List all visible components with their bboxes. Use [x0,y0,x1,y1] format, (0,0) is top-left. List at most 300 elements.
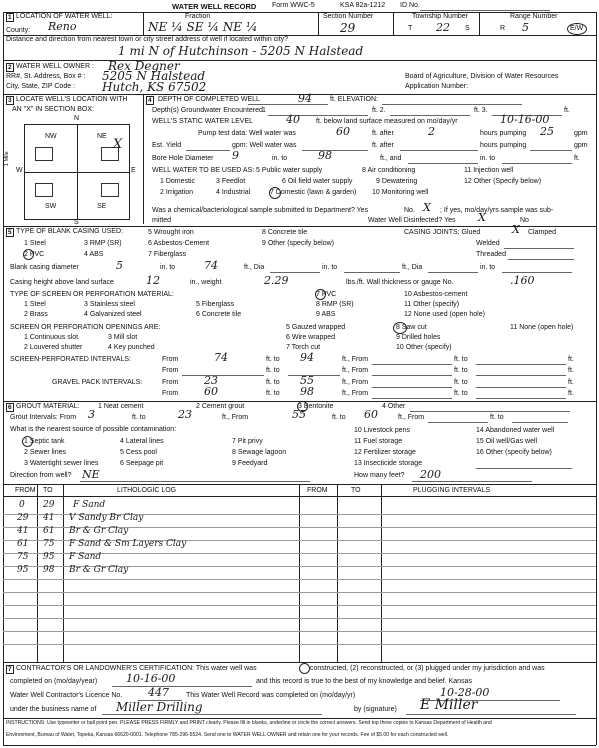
use-12[interactable]: 12 Other (Specify below) [464,178,542,185]
casing-2[interactable]: 2 PVC [24,251,45,258]
range-r: R [500,25,506,32]
grout-ft-from: ft., From [222,414,249,421]
divider [3,60,596,61]
use-8[interactable]: 8 Air conditioning [362,167,416,174]
grout-to2-value: 60 [364,408,378,421]
grout-from-value: 3 [88,408,95,421]
section-number-value: 29 [340,21,356,35]
gravel2-ft-from: ft., From [342,390,369,397]
blank-to-value: 74 [204,259,218,272]
use-11[interactable]: 11 Injection well [464,167,514,174]
disinfected-no: No [520,217,529,224]
divider [3,605,596,606]
contam-4[interactable]: 4 Lateral lines [120,438,164,445]
divider [428,272,478,273]
divider [143,12,144,35]
gravel2-to-label: ft. to [266,390,280,397]
location-label: LOCATION OF WATER WELL: [16,13,113,20]
divider [63,484,64,662]
elevation-label: ft. ELEVATION: [330,96,378,103]
divider [3,662,596,663]
signature-value: E Miller [420,697,478,713]
divider [302,150,368,151]
section-box-label: LOCATE WELL'S LOCATION WITH [16,96,128,103]
fraction-value: NE ¼ SE ¼ NE ¼ [148,20,258,34]
grout-intervals-label: Grout Intervals: From [10,414,77,421]
ksa-ref: KSA 82a-1212 [340,2,386,9]
log-header-lithologic: LITHOLOGIC LOG [117,487,177,494]
contam-9[interactable]: 9 Feedyard [232,460,268,467]
id-no-line [420,10,550,11]
instructions-line-1: INSTRUCTIONS: Use typewriter or ball point pen. PLEASE PRESS FIRMLY and PRINT clearly. Please fill in blanks, underline or circle the correct answers. Send top three copies to Kansas Department of Health and [6,720,492,726]
casing-5[interactable]: 5 Wrought iron [148,229,194,236]
divider [512,422,568,423]
divider [288,375,340,376]
opening-3[interactable]: 3 Mill slot [108,334,138,341]
perf-ft-to: ft. to [454,356,468,363]
clamped-label[interactable]: Clamped [528,229,557,236]
divider [393,12,394,35]
gravel-to-label: ft. to [266,379,280,386]
divider [372,375,452,376]
opening-5[interactable]: 5 Gauzed wrapped [286,324,346,331]
divider [476,468,572,469]
perf-to-label: ft. to [266,356,280,363]
opening-1[interactable]: 1 Continuous slot [24,334,79,341]
nw-quarter-box [35,147,53,161]
openings-label: SCREEN OR PERFORATION OPENINGS ARE: [10,324,161,331]
rr-value: 5205 N Halstead [102,69,206,83]
disinfected-label: Water Well Disinfected? Yes [368,217,456,224]
city-label: City, State, ZIP Code : [6,83,75,90]
township-label: Township Number [412,13,469,20]
grout-ft-to2: ft. to [332,414,346,421]
contam-8[interactable]: 8 Sewage lagoon [232,449,287,456]
depth-value: 94 [298,92,312,105]
section-box[interactable] [24,124,130,220]
static-date: 10-16-00 [500,113,550,126]
blank-diameter-value: 5 [116,259,123,272]
divider [382,104,522,105]
city-value: Hutch, KS 67502 [102,80,207,94]
direction-value: NE [82,468,100,481]
use-1[interactable]: 1 Domestic [160,178,196,185]
section-box-label-2: AN "X" IN SECTION BOX: [12,106,94,113]
township-t: T [408,25,413,32]
divider [410,411,570,412]
location-mark: X [113,137,123,152]
perf-ft-from: ft., From [342,356,369,363]
north-label: N [74,115,80,122]
section-box-hline [25,172,129,173]
casing-8[interactable]: 8 Concrete tile [262,229,308,236]
joints-label: CASING JOINTS: Glued [404,229,481,236]
divider [3,579,596,580]
divider [408,163,478,164]
divider [143,94,144,224]
perf-from-value: 74 [214,351,228,364]
certification-line-1b: constructed, (2) reconstructed, or (3) plugged under my jurisdiction and was [310,665,545,672]
divider [102,714,322,715]
section-2-number: 2 [8,64,12,71]
section-7-number: 7 [8,666,12,673]
gravel-ft: ft. [568,379,574,386]
contam-3[interactable]: 3 Watertight sewer lines [24,460,99,467]
distance-value: 1 mi N of Hutchinson - 5205 N Halstead [118,44,364,58]
perf-intervals-label: SCREEN-PERFORATED INTERVALS: [10,356,131,363]
opening-7[interactable]: 7 Torch cut [286,344,321,351]
certification-line-1: CONTRACTOR'S OR LANDOWNER'S CERTIFICATION: This water well was [16,665,257,672]
range-value: 5 [522,21,529,34]
divider [3,592,596,593]
divider [37,484,38,662]
form-title: WATER WELL RECORD [172,2,257,11]
opening-9[interactable]: 9 Drilled holes [396,334,441,341]
mitted: mitted [152,217,172,224]
rr-label: RR#, St. Address, Box # : [6,73,86,80]
casing-3[interactable]: 3 RMP (SR) [84,240,122,247]
log-header-to-2: TO [351,487,361,494]
blank-diameter-label: Blank casing diameter [10,264,79,271]
log-row-from: 95 [17,565,29,575]
log-header-from-2: FROM [307,487,328,494]
log-header-to: TO [43,487,53,494]
contam-1-circle [22,436,33,447]
gauge-value: .160 [510,274,535,287]
use-10[interactable]: 10 Monitoring well [372,189,429,196]
in-to-2: in. to [480,155,496,162]
above-surface-value: 12 [146,274,160,287]
pump-hours: 2 [428,125,435,138]
log-row-to: 41 [43,513,55,523]
log-header-plugging: PLUGGING INTERVALS [413,487,491,494]
range-label: Range Number [510,13,558,20]
range-ew: E/W [570,25,584,32]
ne-label: NE [97,133,107,140]
grout-4[interactable]: 4 Other [382,403,406,410]
frame-bottom [3,745,596,746]
gravel1-to-value: 55 [300,374,314,387]
gravel2-from-value: 60 [204,385,218,398]
threaded-label[interactable]: Threaded [476,251,506,258]
log-row-desc: Br & Gr Clay [69,565,129,575]
gravel-ft-to: ft. to [454,379,468,386]
board-text: Board of Agriculture, Division of Water Resources [405,73,559,80]
direction-label: Direction from well? [10,472,72,479]
gravel-ft-from: ft., From [342,379,369,386]
contam-2[interactable]: 2 Sewer lines [24,449,67,456]
grout-ft-to: ft. to [132,414,146,421]
divider [476,375,566,376]
license-label: Water Well Contractor's Licence No. [10,692,123,699]
bore-value: 9 [232,149,239,162]
chem-label: Was a chemical/bacteriological sample submitted to Department? Yes [152,207,369,214]
section-3-number: 3 [8,97,12,104]
completed-label: completed on (mo/day/year) [10,678,98,685]
divider [182,375,264,376]
static-mid: ft. below land surface measured on mo/day/yr [316,118,458,125]
hours-pumping: hours pumping [480,130,527,137]
divider [112,686,252,687]
divider [344,272,400,273]
above-surface-label: Casing height above land surface [10,279,114,286]
blank-in-to: in. to [160,264,176,271]
log-row-from: 0 [19,500,25,510]
use-label: WELL WATER TO BE USED AS: [152,167,255,174]
grout-to-value: 23 [178,408,192,421]
gravel2-ft: ft. [568,390,574,397]
use-9[interactable]: 9 Dewatering [376,178,418,185]
sw-label: SW [45,203,57,210]
divider [318,12,319,35]
log-row-to: 75 [43,539,55,549]
business-label: under the business name of [10,706,97,713]
contam-12[interactable]: 12 Fertilizer storage [354,449,416,456]
opening-8-circle [393,322,407,334]
casing-9[interactable]: 9 Other (specify below) [262,240,334,247]
casing-1[interactable]: 1 Steel [24,240,46,247]
casing-2-circle [23,249,34,260]
perf-ft: ft. [568,356,574,363]
disinfected-mark: X [478,211,486,224]
use-5[interactable]: 5 Public water supply [256,167,323,174]
constructed-circle [299,663,310,674]
log-row-to: 61 [43,526,55,536]
use-3[interactable]: 3 Feedlot [216,178,246,185]
gravel2-from-label: From [162,390,179,397]
opening-2[interactable]: 2 Louvered shutter [24,344,83,351]
lbs-ft-label: lbs./ft. Wall thickness or gauge No. [346,279,454,286]
log-row-from: 61 [17,539,29,549]
perf2-ft: ft. [568,367,574,374]
bore-label: Bore Hole Diameter [152,155,214,162]
pump-value: 60 [336,125,350,138]
screen-1[interactable]: 1 Steel [24,301,46,308]
contam-14[interactable]: 14 Abandoned water well [476,427,555,434]
opening-11[interactable]: 11 None (open hole) [510,324,574,331]
log-row-from: 41 [17,526,29,536]
opening-6[interactable]: 6 Wire wrapped [286,334,336,341]
sw-quarter-box [35,183,53,197]
screen-5[interactable]: 5 Fiberglass [196,301,235,308]
divider [3,644,596,645]
screen-7[interactable]: 7 PVC [316,291,337,298]
divider [372,387,452,388]
contam-10[interactable]: 10 Livestock pens [354,427,411,434]
use-6[interactable]: 6 Oil field water supply [282,178,353,185]
opening-8[interactable]: 8 Saw cut [396,324,427,331]
gravel-label: GRAVEL PACK INTERVALS: [52,379,143,386]
bore-to: 98 [318,149,332,162]
divider [476,398,566,399]
opening-4[interactable]: 4 Key punched [108,344,155,351]
screen-6[interactable]: 6 Concrete tile [196,311,242,318]
screen-2[interactable]: 2 Brass [24,311,48,318]
divider [299,484,300,662]
contam-11[interactable]: 11 Fuel storage [354,438,403,445]
perf-from-label: From [162,356,179,363]
se-label: SE [97,203,107,210]
divider [508,259,574,260]
pump-gpm: 25 [540,125,554,138]
blank-in-to-2: in. to [322,264,338,271]
divider [186,150,230,151]
screen-9[interactable]: 9 ABS [316,311,336,318]
perf2-ft-from: ft., From [342,367,369,374]
groundwater-label: Depth(s) Groundwater Encountered [152,107,263,114]
form-number: Form WWC-5 [272,2,315,9]
log-row-to: 95 [43,552,55,562]
township-value: 22 [436,21,450,34]
section-6-number: 6 [8,404,12,411]
contam-7[interactable]: 7 Pit privy [232,438,263,445]
divider [428,422,488,423]
record-date-value: 10-28-00 [440,686,490,699]
log-row-desc: V Sandy Br Clay [69,513,144,523]
grout-from2-value: 55 [292,408,306,421]
use-2[interactable]: 2 Irrigation [160,189,194,196]
section-number-label: Section Number [323,13,374,20]
chem-no: No. [404,207,415,214]
divider [270,272,320,273]
log-row-to: 29 [43,500,55,510]
divider [504,248,574,249]
divider [502,272,572,273]
contam-15[interactable]: 15 Oil well/Gas well [476,438,538,445]
county-label: County: [6,27,31,34]
contam-13[interactable]: 13 Insecticide storage [354,460,423,467]
divider [502,163,572,164]
grout-3[interactable]: 3 Bentonite [298,403,334,410]
certification-line-2b: and this record is true to the best of my knowledge and belief. Kansas [256,678,472,685]
divider [80,481,310,482]
static-level-value: 40 [286,113,300,126]
divider [3,631,596,632]
in-to: in. to [272,155,288,162]
how-many-feet-label: How many feet? [354,472,405,479]
signature-label: by (signature) [354,706,397,713]
use-7-circle [269,187,281,199]
contam-5[interactable]: 5 Cess pool [120,449,157,456]
gpm-label: gpm [574,130,588,137]
owner-label: WATER WELL OWNER : [16,63,94,70]
screen-11[interactable]: 11 Other (specify) [404,301,460,308]
section-4-number: 4 [148,97,152,104]
divider [412,481,532,482]
grout-2[interactable]: 2 Cement grout [196,403,245,410]
divider [248,104,328,105]
est-yield-label: Est. Yield [152,142,182,149]
perf2-from-label: From [162,367,179,374]
divider [3,618,596,619]
contam-1[interactable]: 1 Septic tank [24,438,65,445]
log-row-desc: F Sand & Sm Layers Clay [69,539,187,549]
use-4[interactable]: 4 Industrial [216,189,251,196]
ft-after-2: ft. after [372,142,394,149]
contam-16[interactable]: 16 Other (specify below) [476,449,552,456]
perf2-ft-to: ft. to [454,367,468,374]
divider [479,12,480,35]
township-s: S [465,25,470,32]
grout-1[interactable]: 1 Neat cement [98,403,144,410]
section-1-number: 1 [8,14,12,21]
casing-6[interactable]: 6 Asbestos-Cement [148,240,210,247]
screen-3[interactable]: 3 Stainless steel [84,301,135,308]
mile-label: 1 Mile [4,151,10,166]
divider [476,387,566,388]
gw-2: ft. 2. [372,107,386,114]
screen-10[interactable]: 10 Asbestos-cement [404,291,468,298]
gpm-well-label: gpm: Well water was [232,142,297,149]
gpm-label-2: gpm [574,142,588,149]
business-value: Miller Drilling [116,700,203,714]
divider [372,398,452,399]
divider [3,226,596,227]
divider [530,150,572,151]
casing-label: TYPE OF BLANK CASING USED: [16,228,123,235]
gw-1: 1 [262,107,266,114]
nw-label: NW [45,133,57,140]
log-row-desc: Br & Gr Clay [69,526,129,536]
instructions-line-2: Environment, Bureau of Water, Topeka, Kansas 66620-0001. Telephone 785-296-5524. Send one to WATER WELL OWNER and retain one for your records. Fee of $5.00 for each constructed well. [6,732,449,738]
license-value: 447 [148,686,169,699]
fraction-label: Fraction [185,13,211,20]
screen-4[interactable]: 4 Galvanized steel [84,311,142,318]
grout-ft-to3: ft. to [490,414,504,421]
gravel-from-label: From [162,379,179,386]
depth-label: DEPTH OF COMPLETED WELL [158,96,260,103]
contamination-label: What is the nearest source of possible contamination: [10,426,177,433]
divider [372,364,452,365]
casing-7[interactable]: 7 Fiberglass [148,251,187,258]
divider [406,714,576,715]
casing-4[interactable]: 4 ABS [84,251,104,258]
screen-7-circle [315,289,326,300]
gravel2-ft-to: ft. to [454,390,468,397]
section-5-number: 5 [8,229,12,236]
ft-end: ft. [574,155,580,162]
east-label: E [131,167,136,174]
divider [390,115,470,116]
divider [268,115,368,116]
welded-label[interactable]: Welded [476,240,500,247]
weight-value: 2.29 [264,274,289,287]
chem-tail: ; If yes, mo/day/yrs sample was sub- [440,207,554,214]
in-weight: in., weight [190,279,222,286]
use-7[interactable]: 7 Domestic (lawn & garden) [270,189,357,196]
log-row-from: 75 [17,552,29,562]
log-row-desc: F Sand [69,552,102,562]
frame-right [596,12,597,745]
perf-to-value: 94 [300,351,314,364]
se-quarter-box [101,183,119,197]
perf2-to-label: ft. to [266,367,280,374]
screen-8[interactable]: 8 RMP (SR) [316,301,354,308]
opening-10[interactable]: 10 Other (specify) [396,344,452,351]
divider [400,150,478,151]
contam-6[interactable]: 6 Seepage pit [120,460,164,467]
blank-in-to-3: in. to [480,264,496,271]
hours-pumping-2: hours pumping [480,142,527,149]
divider [381,484,382,662]
screen-12[interactable]: 12 None used (open hole) [404,311,485,318]
ft-and: ft., and [380,155,402,162]
pump-test-label: Pump test data: Well water was [198,130,296,137]
static-level-label: WELL'S STATIC WATER LEVEL [152,118,254,125]
gw-3: ft. 3. [474,107,488,114]
grout-ft-from3: ft., From [398,414,425,421]
owner-value: Rex Degner [108,59,180,73]
